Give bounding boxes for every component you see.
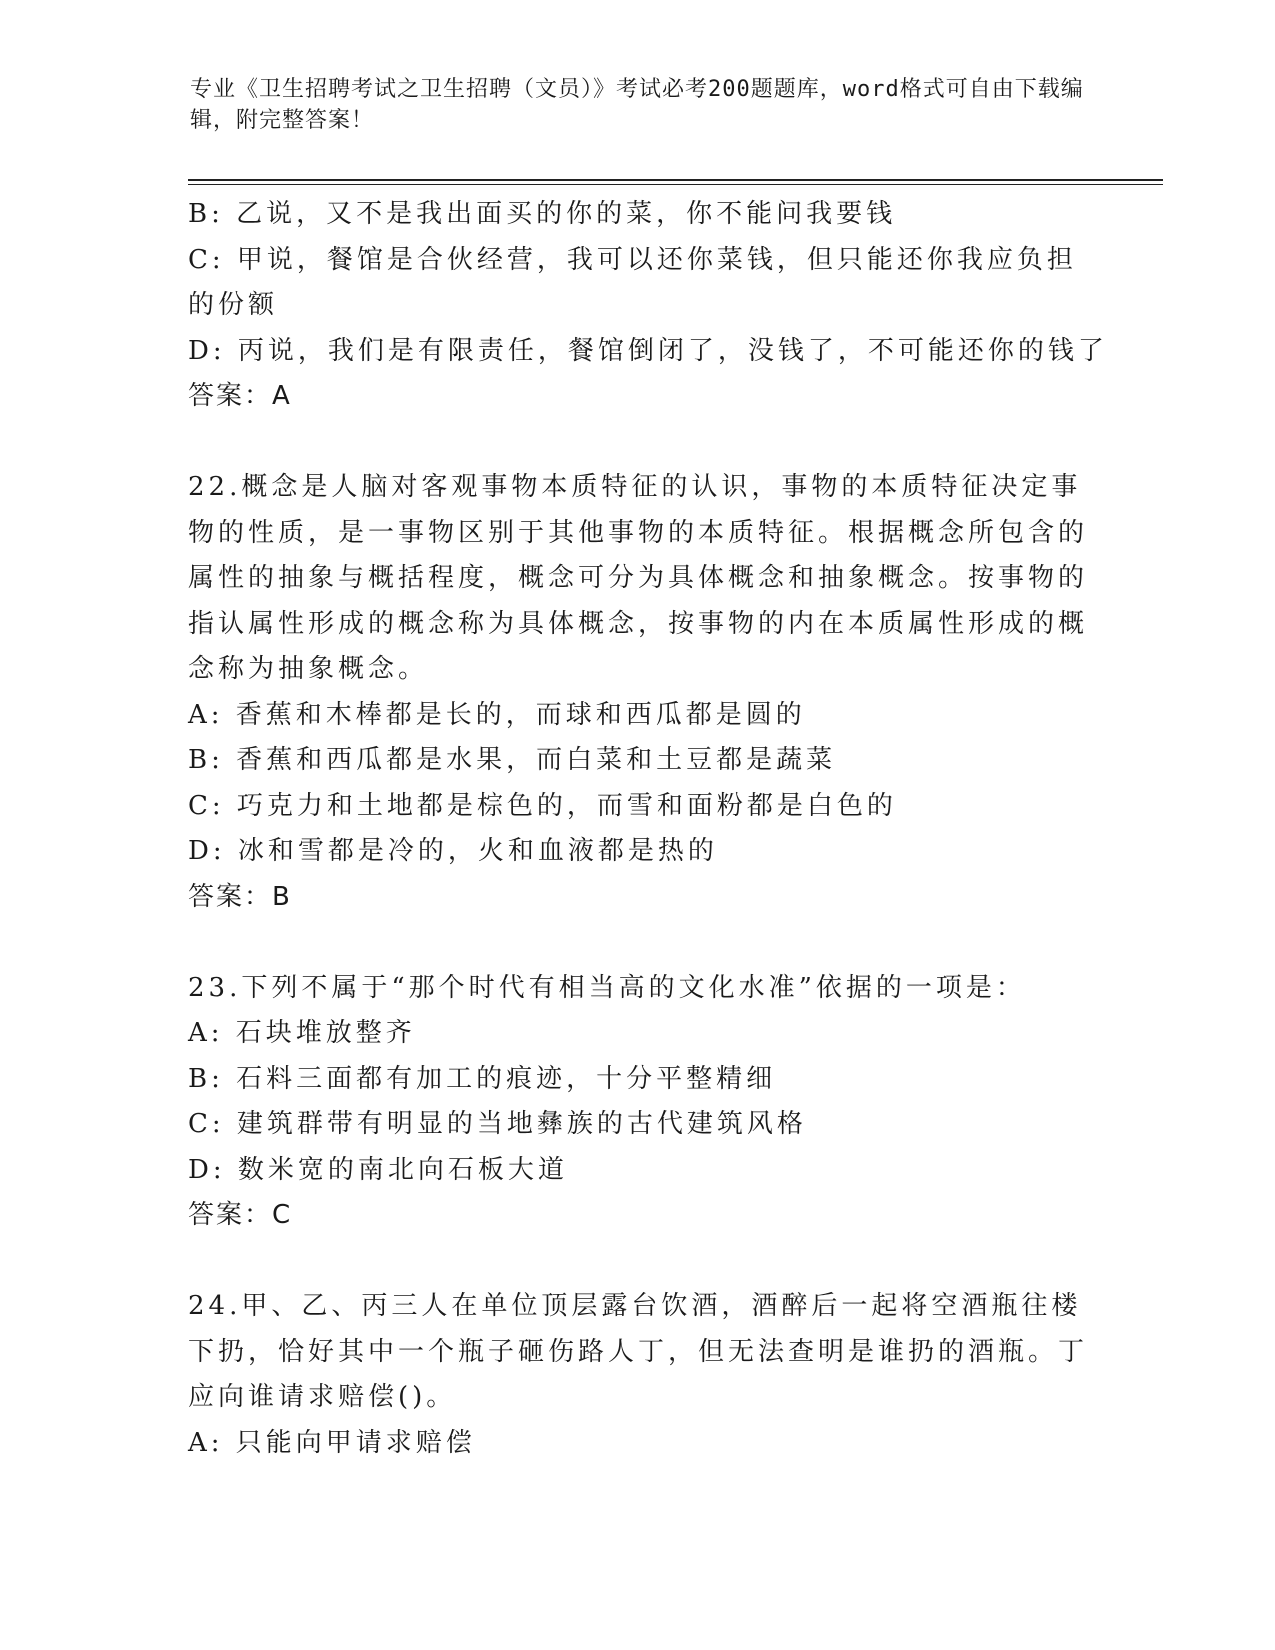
option-a: A: 石块堆放整齐 (188, 1018, 416, 1048)
option-d: D: 冰和雪都是冷的，火和血液都是热的 (188, 836, 718, 866)
question-24 (188, 1284, 1088, 1466)
option-d: D: 数米宽的南北向石板大道 (188, 1154, 568, 1185)
option-a: A: 香蕉和木棒都是长的，而球和西瓜都是圆的 (188, 699, 806, 730)
option-c: C: 巧克力和土地都是棕色的，而雪和面粉都是白色的 (188, 790, 897, 821)
question-23 (188, 966, 1088, 1239)
spacer (188, 420, 1088, 466)
question-stem: 23.下列不属于“那个时代有相当高的文化水准”依据的一项是： (188, 972, 1026, 1003)
option-d: D: 丙说，我们是有限责任，餐馆倒闭了，没钱了，不可能还你的钱了 (188, 335, 1108, 366)
option-c: C: 甲说，餐馆是合伙经营，我可以还你菜钱，但只能还你我应负担的份额 (188, 244, 1077, 320)
spacer (188, 920, 1088, 966)
question-stem: 22.概念是人脑对客观事物本质特征的认识，事物的本质特征决定事物的性质，是一事物区别于其他事物的本质特征。根据概念所包含的属性的抽象与概括程度，概念可分为具体概念和抽象概念。按事物的指认属性形成的概念称为具体概念，按事物的内在本质属性形成的概念称为抽象概念。 (188, 472, 1089, 684)
question-stem: 24.甲、乙、丙三人在单位顶层露台饮酒，酒醉后一起将空酒瓶往楼下扔，恰好其中一个瓶子砸伤路人丁，但无法查明是谁扔的酒瓶。丁应向谁请求赔偿()。 (188, 1291, 1089, 1412)
header-rule-thick (188, 179, 1163, 181)
answer-label: 答案：A (188, 381, 292, 411)
answer-label: 答案：B (188, 881, 292, 912)
option-a: A: 只能向甲请求赔偿 (188, 1427, 476, 1458)
option-c: C: 建筑群带有明显的当地彝族的古代建筑风格 (188, 1109, 807, 1139)
question-21 (188, 192, 1108, 420)
question-22 (188, 465, 1088, 920)
option-b: B: 石料三面都有加工的痕迹，十分平整精细 (188, 1063, 777, 1094)
option-b: B: 乙说，又不是我出面买的你的菜，你不能问我要钱 (188, 199, 897, 229)
question-content (188, 192, 1108, 1466)
spacer (188, 1239, 1088, 1285)
answer-label: 答案：C (188, 1200, 293, 1230)
header-rule-thin (188, 184, 1163, 185)
document-header: 专业《卫生招聘考试之卫生招聘（文员）》考试必考200题题库，word格式可自由下载编辑，附完整答案！ (190, 77, 1084, 133)
option-b: B: 香蕉和西瓜都是水果，而白菜和土豆都是蔬菜 (188, 745, 837, 775)
